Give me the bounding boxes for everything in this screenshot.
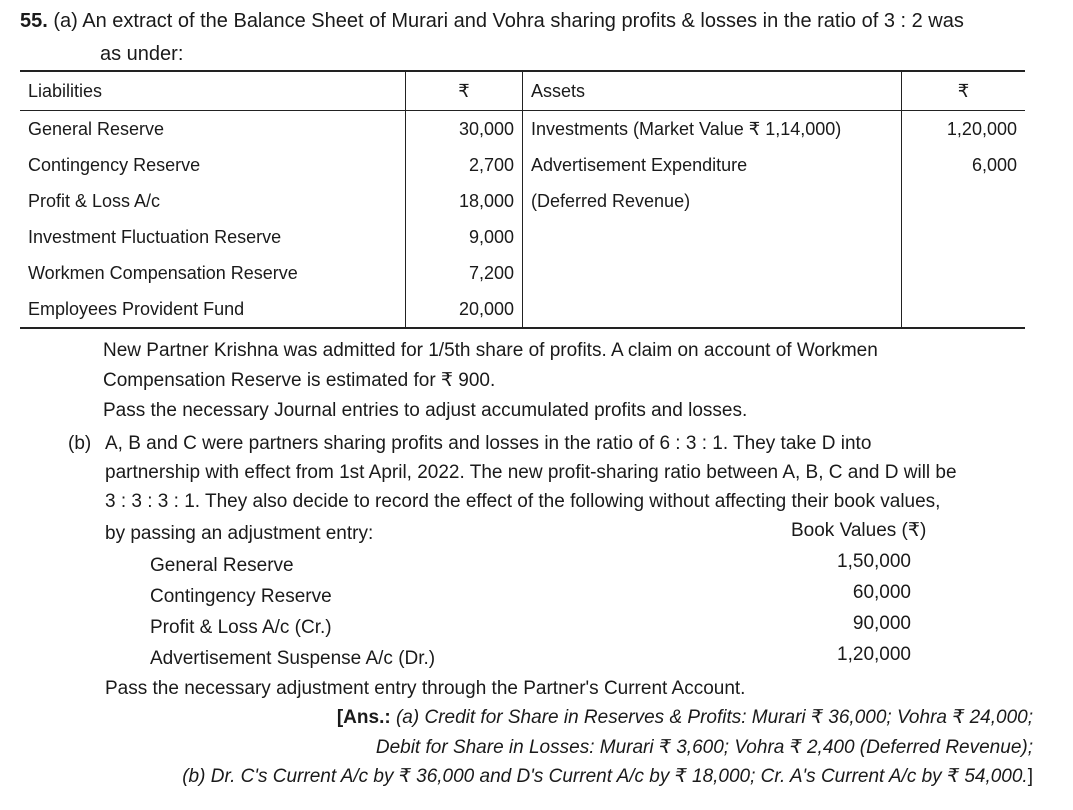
table-header-row [20,71,1025,111]
answer-text-1: (a) Credit for Share in Reserves & Profits: Murari ₹ 36,000; Vohra ₹ 24,000; [395,707,1033,728]
asset-name [523,291,902,328]
header-liabilities: Liabilities [20,71,406,111]
asset-amount: 1,20,000 [946,118,1017,139]
liability-amount: 7,200 [406,255,523,291]
book-item-value: 90,000 [852,613,911,634]
answer-line-1 [337,706,1033,729]
answer-prefix: [Ans.: [336,707,391,728]
liability-name: Employees Provident Fund [20,291,406,328]
liability-amount: 18,000 [406,183,523,219]
part-a-label: (a) [53,10,78,32]
part-b-text-5: Pass the necessary adjustment entry through the Partner's Current Account. [105,678,746,699]
liability-name: General Reserve [28,118,165,139]
part-b-text-1: A, B and C were partners sharing profits and losses in the ratio of 6 : 3 : 1. They take D into [105,433,872,454]
liability-amount: 20,000 [406,291,523,328]
liability-amount: 2,700 [406,147,523,183]
asset-amount [902,219,1026,255]
table-row [20,291,1025,328]
part-b-text-4: by passing an adjustment entry: [105,523,374,544]
liability-name: Contingency Reserve [28,154,201,175]
book-item-value: 1,20,000 [837,644,911,665]
part-a-text-1: New Partner Krishna was admitted for 1/5th share of profits. A claim on account of Workmen [103,340,878,361]
part-b-label: (b) [68,433,92,454]
book-item-label: Contingency Reserve [150,586,332,607]
asset-name [523,255,902,291]
table-row [20,111,1025,148]
part-a-text-3: Pass the necessary Journal entries to adjust accumulated profits and losses. [103,400,748,421]
book-values-header: Book Values (₹) [791,520,927,541]
book-item-value: 60,000 [852,582,911,603]
asset-amount [902,183,1026,219]
table-row [20,219,1025,255]
book-item-label: Profit & Loss A/c (Cr.) [150,617,332,638]
liability-amount: 30,000 [406,111,523,148]
balance-sheet-table [20,70,1025,329]
answer-text-3: (b) Dr. C's Current A/c by ₹ 36,000 and D's Current A/c by ₹ 18,000; Cr. A's Current A/c by ₹ 54,000. [182,766,1028,787]
table-row [20,255,1025,291]
table-row [20,183,1025,219]
answer-close-bracket: ] [1027,766,1033,787]
book-item-label: Advertisement Suspense A/c (Dr.) [150,648,436,669]
header-rupee-assets: ₹ [902,71,1026,111]
book-item-value: 1,50,000 [837,551,911,572]
part-b-text-3: 3 : 3 : 3 : 1. They also decide to record the effect of the following without affecting their book values, [105,491,941,512]
part-b-text-2: partnership with effect from 1st April, 2022. The new profit-sharing ratio between A, B, C and D will be [105,462,957,483]
header-rupee-liabilities: ₹ [406,71,523,111]
liability-amount: 9,000 [406,219,523,255]
asset-name [523,219,902,255]
answer-line-3 [182,765,1033,788]
liability-name: Investment Fluctuation Reserve [28,226,282,247]
asset-amount [902,255,1026,291]
question-number: 55. [20,10,48,32]
intro-line-2: as under: [100,43,184,65]
answer-line-2: Debit for Share in Losses: Murari ₹ 3,600; Vohra ₹ 2,400 (Deferred Revenue); [375,737,1033,758]
liability-name: Workmen Compensation Reserve [28,262,298,283]
liability-name: Profit & Loss A/c [28,190,161,211]
header-assets: Assets [523,71,902,111]
asset-name: Advertisement Expenditure [523,147,902,183]
table-row [20,147,1025,183]
asset-amount: 6,000 [971,154,1017,175]
question-header [20,10,964,33]
book-item-label: General Reserve [150,555,294,576]
asset-name: Investments (Market Value ₹ 1,14,000) [523,111,902,148]
intro-line-1: An extract of the Balance Sheet of Murari and Vohra sharing profits & losses in the ratio of 3 : 2 was [82,10,964,32]
part-a-text-2: Compensation Reserve is estimated for ₹ 900. [103,370,496,391]
asset-amount [902,291,1026,328]
asset-name: (Deferred Revenue) [523,183,902,219]
